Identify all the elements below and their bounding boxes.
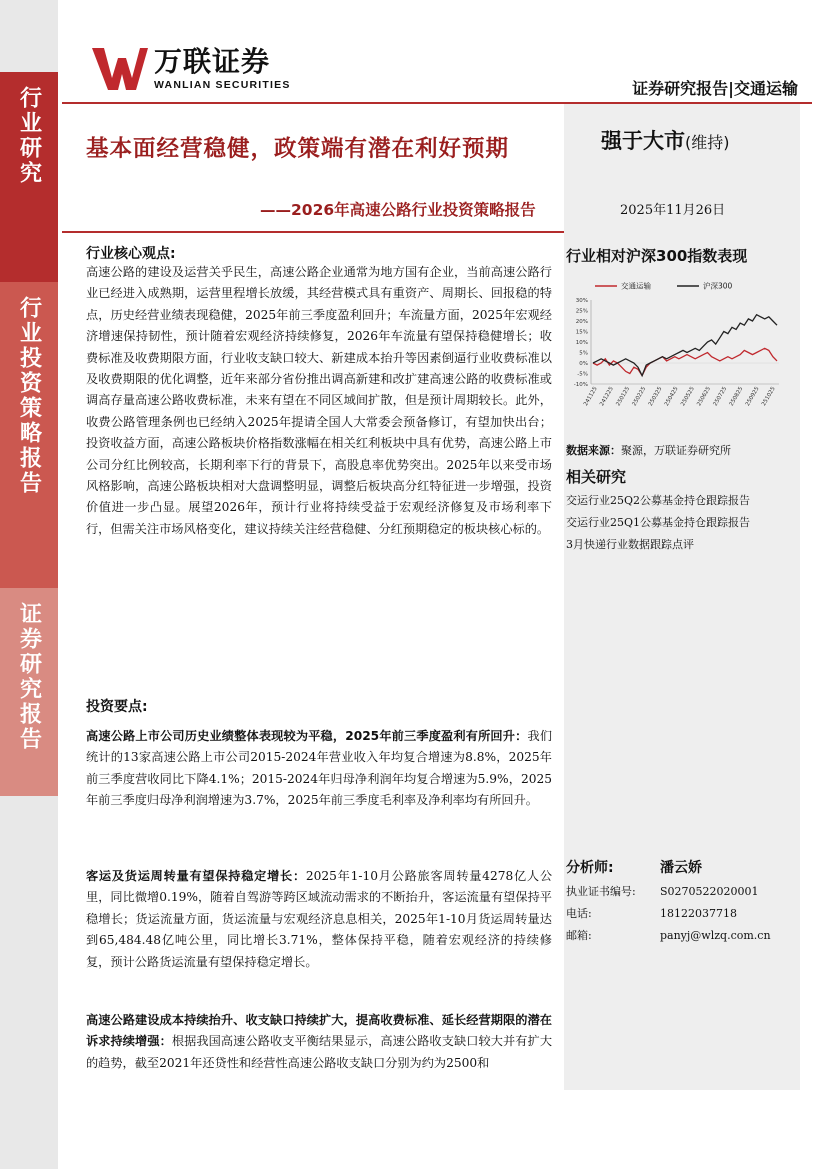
x-tick-label: 250525 [680,386,696,408]
data-source-label: 数据来源： [566,444,621,457]
related-item[interactable]: 交运行业25Q1公募基金持仓跟踪报告 [566,516,751,529]
point-3-bold: 高速公路建设成本持续抬升、收支缺口持续扩大，提高收费标准、延长经营期限的潜在诉求持续增强： [86,1013,552,1049]
related-list [566,490,750,556]
y-tick-label: 10% [575,340,588,346]
y-tick-label: 15% [575,329,588,336]
wanlian-logo-icon [92,44,148,94]
rating-value: 强于大市 [601,129,685,153]
point-1-bold: 高速公路上市公司历史业绩整体表现较为平稳，2025年前三季度盈利有所回升： [86,729,528,743]
y-tick-label: -10% [573,382,588,388]
point-1-text: 我们统计的13家高速公路上市公司2015-2024年营业收入年均复合增速为8.8%，2025年前三季度营收同比下降4.1%；2015-2024年归母净利润年均复合增速为5.9%，2025年前三季度归母净利润增速为3.7%，2025年前三季度毛利率及净利率均有所回升。 [86,729,553,808]
core-view-heading: 行业核心观点: [86,246,176,262]
analyst-info [566,854,790,946]
y-tick-label: 20% [575,319,588,325]
x-tick-label: 250425 [663,386,680,408]
related-heading: 相关研究 [566,468,627,486]
point-2-bold: 客运及货运周转量有望保持稳定增长： [86,869,306,883]
cert-value: S0270522020001 [660,884,759,898]
legend-label: 交通运输 [621,281,651,291]
x-tick-label: 250125 [615,386,632,408]
related-item[interactable]: 交运行业25Q2公募基金持仓跟踪报告 [566,494,751,507]
related-item[interactable]: 3月快递行业数据跟踪点评 [566,538,694,551]
x-tick-label: 250625 [696,386,713,408]
report-date: 2025年11月26日 [620,203,726,218]
y-tick-label: 5% [579,350,588,357]
x-tick-label: 250725 [712,386,729,408]
email-value[interactable]: panyj@wlzq.com.cn [660,928,771,942]
rating [601,125,730,155]
investment-point-2 [86,866,552,973]
analyst-name: 潘云娇 [660,860,702,876]
y-tick-label: -5% [577,371,588,378]
report-subtitle: ——2026年高速公路行业投资策略报告 [260,201,536,219]
data-source-text: 聚源，万联证券研究所 [621,444,731,457]
report-type: 证券研究报告|交通运输 [632,79,798,98]
title-divider [62,231,564,233]
performance-chart [569,278,785,428]
sidebar-tag-securities-report: 证券研究报告 [0,588,58,796]
x-tick-label: 241125 [583,386,599,408]
x-tick-label: 250825 [728,386,745,408]
x-tick-label: 250925 [744,386,761,408]
chart-svg [569,278,785,428]
sidebar-tag-strategy-report: 行业投资策略报告 [0,282,58,588]
report-title: 基本面经营稳健，政策端有潜在利好预期 [86,136,510,162]
chart-heading: 行业相对沪深300指数表现 [566,247,748,265]
point-2-text: 2025年1-10月公路旅客周转量4278亿人公里，同比微增0.19%，随着自驾游等跨区域流动需求的不断抬升，客运流量有望保持平稳增长；货运流量方面，货运流量与宏观经济息息相关，2025年1-10月货运周转量达到65,484.48亿吨公里，同比增长3.71%，整体保持平稳，随着宏观经济的持续修复，预计公路货运流量有望保持稳定增长。 [86,869,553,969]
logo-cn-text: 万联证券 [154,45,271,78]
y-tick-label: 25% [575,308,588,315]
point-3-text: 根据我国高速公路收支平衡结果显示，高速公路收支缺口较大并有扩大的趋势，截至2021年还贷性和经营性高速公路收支缺口分别为约为2500和 [86,1034,553,1070]
data-source [566,442,731,458]
investment-point-3 [86,1010,552,1074]
legend-label: 沪深300 [703,281,733,291]
phone-label: 电话: [566,907,592,920]
logo-en-text: WANLIAN SECURITIES [154,79,291,91]
email-label: 邮箱: [566,929,592,942]
cert-label: 执业证书编号: [566,885,636,898]
investment-heading: 投资要点: [86,699,148,715]
y-tick-label: 30% [575,298,588,304]
x-tick-label: 250225 [631,386,648,408]
sidebar-tag-industry-research: 行业研究 [0,72,58,282]
company-logo [92,44,291,94]
x-tick-label: 251025 [761,386,777,408]
y-tick-label: 0% [579,361,588,367]
x-tick-label: 250325 [647,386,664,408]
rating-note: (维持) [685,133,730,152]
phone-value: 18122037718 [660,906,737,920]
analyst-label: 分析师: [566,860,614,876]
x-tick-label: 241225 [599,386,615,408]
core-view-body: 高速公路的建设及运营关乎民生，高速公路企业通常为地方国有企业，当前高速公路行业已经进入成熟期，运营里程增长放缓，其经营模式具有重资产、周期长、回报稳的特点，历史经营业绩表现稳健，2025年前三季度盈利回升；车流量方面，2025年宏观经济增速保持韧性，预计随着宏观经济持续修复，2026年车流量有望保持稳健增长；收费标准及收费期限方面，行业收支缺口较大、新建成本抬升等因素倒逼行业收费标准以及收费期限的优化调整，近年来部分省份推出调高新建和改扩建高速公路的收费标准或调高存量高速公路收费标准，未来有望在不同区域间扩散，但是预计周期较长。此外，收费公路管理条例也已经纳入2025年提请全国人大常委会预备修订，有望加快出台；投资收益方面，高速公路板块价格指数涨幅在相关红利板块中具有优势，高速公路上市公司分红比例较高，长期利率下行的背景下，高股息率优势突出。2025年以来受市场风格影响，高速公路板块相对大盘调整明显，调整后板块高分红特征进一步增强，投资价值进一步凸显。展望2026年，预计行业将持续受益于宏观经济修复及市场利率下行，但需关注市场风格变化，建议持续关注经营稳健、分红预期稳定的板块核心标的。 [86,265,552,536]
investment-point-1 [86,726,552,812]
